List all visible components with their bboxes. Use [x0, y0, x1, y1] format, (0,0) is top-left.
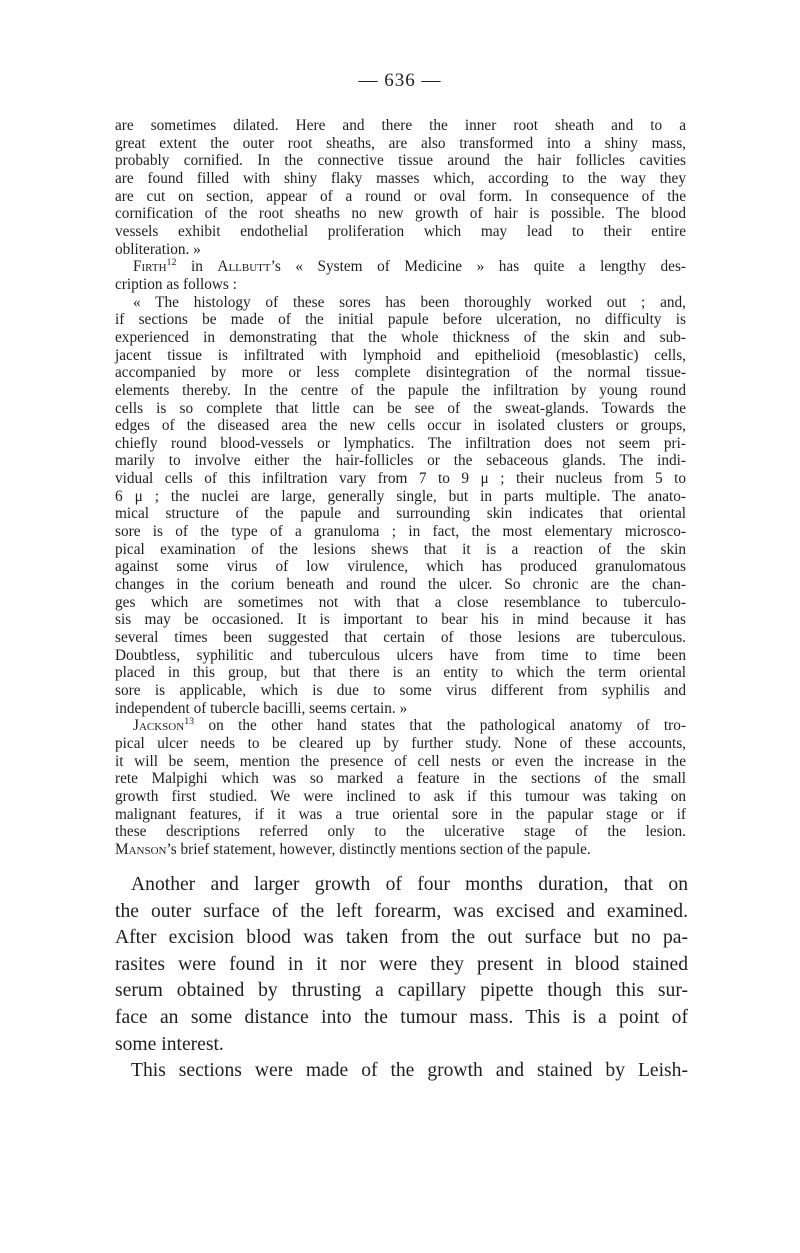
author-name: Manson	[115, 840, 167, 858]
text-line: placed in this group, but that there is an entity to which the term oriental	[115, 664, 686, 682]
text-line: rasites were found in it nor were they present in blood stained	[115, 953, 688, 975]
text-line: malignant features, if it was a true oriental sore in the papular stage or if	[115, 805, 686, 823]
text-line: sore is applicable, which is due to some virus different from syphilis and	[115, 682, 686, 699]
text-line: jacent tissue is infiltrated with lymphoid and epithelioid (mesoblastic) cells,	[115, 346, 686, 364]
page-number: — 636 —	[358, 70, 442, 91]
text-line: against some virus of low virulence, which has produced granulomatous	[115, 558, 686, 576]
text-line: are cut on section, appear of a round or oval form. In consequence of the	[115, 187, 686, 205]
text-line: pical examination of the lesions shews that it is a reaction of the skin	[115, 540, 686, 558]
text-line: changes in the corium beneath and round the ulcer. So chronic are the chan-	[115, 576, 686, 594]
text-line: growth first studied. We were inclined to ask if this tumour was taking on	[115, 787, 686, 805]
quoted-notes-block	[115, 117, 686, 859]
text-line: probably cornified. In the connective tissue around the hair follicles cavities	[115, 152, 686, 170]
text-line: mical structure of the papule and surrounding skin indicates that oriental	[115, 505, 686, 523]
text-line: 6 μ ; the nuclei are large, generally single, but in parts multiple. The anato-	[115, 487, 686, 505]
text-line	[115, 258, 686, 276]
text-line: « The histology of these sores has been thoroughly worked out ; and,	[133, 293, 686, 311]
text-line: This sections were made of the growth and stained by Leish-	[131, 1060, 688, 1082]
text-line: rete Malpighi which was so marked a feature in the sections of the small	[115, 770, 686, 788]
text-line: the outer surface of the left forearm, was excised and examined.	[115, 900, 688, 922]
body-text-block	[115, 872, 688, 1085]
text-line: vessels exhibit endothelial proliferation which may lead to their entire	[115, 222, 686, 240]
text-line: sore is of the type of a granuloma ; in fact, the most elementary microsco-	[115, 523, 686, 541]
text-line: Another and larger growth of four months duration, that on	[131, 874, 688, 895]
reference-number: 12	[166, 257, 177, 269]
text-line: it will be seem, mention the presence of cell nests or even the increase in the	[115, 752, 686, 770]
text-line: edges of the diseased area the new cells occur in isolated clusters or groups,	[115, 417, 686, 435]
text-line: After excision blood was taken from the out surface but no pa-	[115, 927, 688, 949]
text-line: sis may be occasioned. It is important to bear his in mind because it has	[115, 611, 686, 629]
author-name: Jackson	[133, 717, 185, 735]
text-line: Doubtless, syphilitic and tuberculous ulcers have from time to time been	[115, 646, 686, 664]
text-line: obliteration. »	[115, 240, 201, 258]
text-line: serum obtained by thrusting a capillary pipette though this sur-	[115, 980, 688, 1002]
text-line: are sometimes dilated. Here and there the inner root sheath and to a	[115, 117, 686, 134]
text-line: chiefly round blood-vessels or lymphatics. The infiltration does not seem pri-	[115, 434, 686, 452]
text-line: face an some distance into the tumour mass. This is a point of	[115, 1006, 688, 1028]
text-line: several times been suggested that certain of those lesions are tuberculous.	[115, 629, 686, 647]
text-line: independent of tubercle bacilli, seems certain. »	[115, 699, 408, 717]
text-line: these descriptions referred only to the ulcerative stage of the lesion.	[115, 823, 686, 841]
text-line: accompanied by more or less complete disintegration of the normal tissue-	[115, 364, 686, 382]
text-line: cells is so complete that little can be see of the sweat-glands. Towards the	[115, 399, 686, 417]
text-line: ges which are sometimes not with that a close resemblance to tuberculo-	[115, 593, 686, 611]
text-line: great extent the outer root sheaths, are also transformed into a shiny mass,	[115, 134, 686, 152]
text-line: elements thereby. In the centre of the papule the infiltration by young round	[115, 381, 686, 399]
text-fragment: in	[176, 258, 218, 276]
text-line	[115, 841, 686, 859]
text-fragment: ’s « System of Medicine » has quite a lengthy des-	[270, 258, 686, 276]
text-line: marily to involve either the hair-follicles or the sebaceous glands. The indi-	[115, 452, 686, 470]
text-line	[115, 717, 686, 735]
text-line: some interest.	[115, 1033, 224, 1055]
author-name: Allbutt	[217, 258, 271, 276]
text-line: cription as follows :	[115, 275, 237, 293]
text-line: if sections be made of the initial papule before ulceration, no difficulty is	[115, 311, 686, 329]
reference-number: 13	[184, 716, 195, 728]
text-line: pical ulcer needs to be cleared up by further study. None of these accounts,	[115, 734, 686, 752]
text-line: experienced in demonstrating that the whole thickness of the skin and sub-	[115, 328, 686, 346]
text-fragment: on the other hand states that the pathological anatomy of tro-	[194, 717, 686, 735]
author-name: Firth	[133, 258, 167, 276]
text-line: are found filled with shiny flaky masses which, according to the way they	[115, 169, 686, 187]
text-line: cornification of the root sheaths no new growth of hair is possible. The blood	[115, 205, 686, 223]
text-fragment: ’s brief statement, however, distinctly mentions section of the papule.	[166, 840, 591, 858]
text-line: vidual cells of this infiltration vary from 7 to 9 μ ; their nucleus from 5 to	[115, 470, 686, 488]
